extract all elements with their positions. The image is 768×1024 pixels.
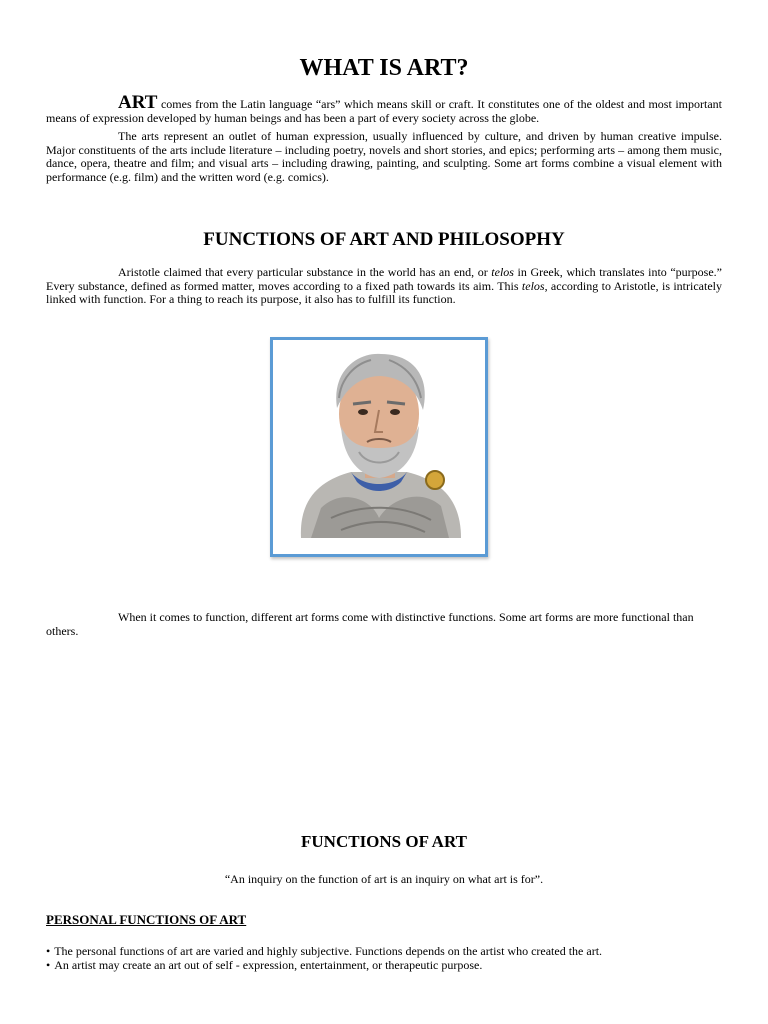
list-item: • The personal functions of art are varied and highly subjective. Functions depends on the artist who created the art.	[46, 944, 726, 958]
telos-term: telos	[521, 278, 545, 293]
page-title: WHAT IS ART?	[299, 55, 469, 81]
section-title-functions: FUNCTIONS OF ART	[301, 832, 467, 851]
bullet-list	[46, 944, 726, 972]
lead-word: ART	[118, 92, 158, 113]
aristotle-text-a: Aristotle claimed that every particular substance in the world has an end, or	[118, 265, 492, 279]
aristotle-bust-illustration	[281, 348, 477, 546]
intro-text: comes from the Latin language “ars” which means skill or craft. It constitutes one of the oldest and most important means of expression developed by human beings and has been a part of every society across the globe.	[46, 97, 722, 125]
aristotle-text-c: , according to Aristotle, is intricately linked with function. For a thing to reach its purpose, it also has to fulfill its function.	[46, 278, 722, 307]
intro-paragraph	[46, 92, 722, 125]
arts-paragraph: The arts represent an outlet of human expression, usually influenced by culture, and driven by human creative impulse. Major constituents of the arts include literature – including poetry, novels and short stories, and epics; performing arts – among them music, dance, opera, theatre and film; and visual arts – including drawing, painting, and sculpting. Some art forms combine a visual element with performance (e.g. film) and the written word (e.g. comics).	[46, 129, 722, 184]
aristotle-portrait	[270, 337, 488, 557]
subheading-personal-functions: PERSONAL FUNCTIONS OF ART	[46, 912, 247, 927]
aristotle-paragraph	[46, 266, 722, 307]
aristotle-text-b: in Greek, which translates into “purpose.” Every substance, defined as formed matter, moves according to a fixed path towards its aim. This	[46, 265, 722, 293]
section-title-philosophy: FUNCTIONS OF ART AND PHILOSOPHY	[203, 229, 565, 250]
telos-term: telos	[491, 265, 514, 279]
list-item: • An artist may create an art out of self - expression, entertainment, or therapeutic purpose.	[46, 958, 726, 972]
quote-text: “An inquiry on the function of art is an inquiry on what art is for”.	[224, 872, 544, 886]
function-paragraph: When it comes to function, different art forms come with distinctive functions. Some art forms are more functional than others.	[46, 610, 694, 638]
